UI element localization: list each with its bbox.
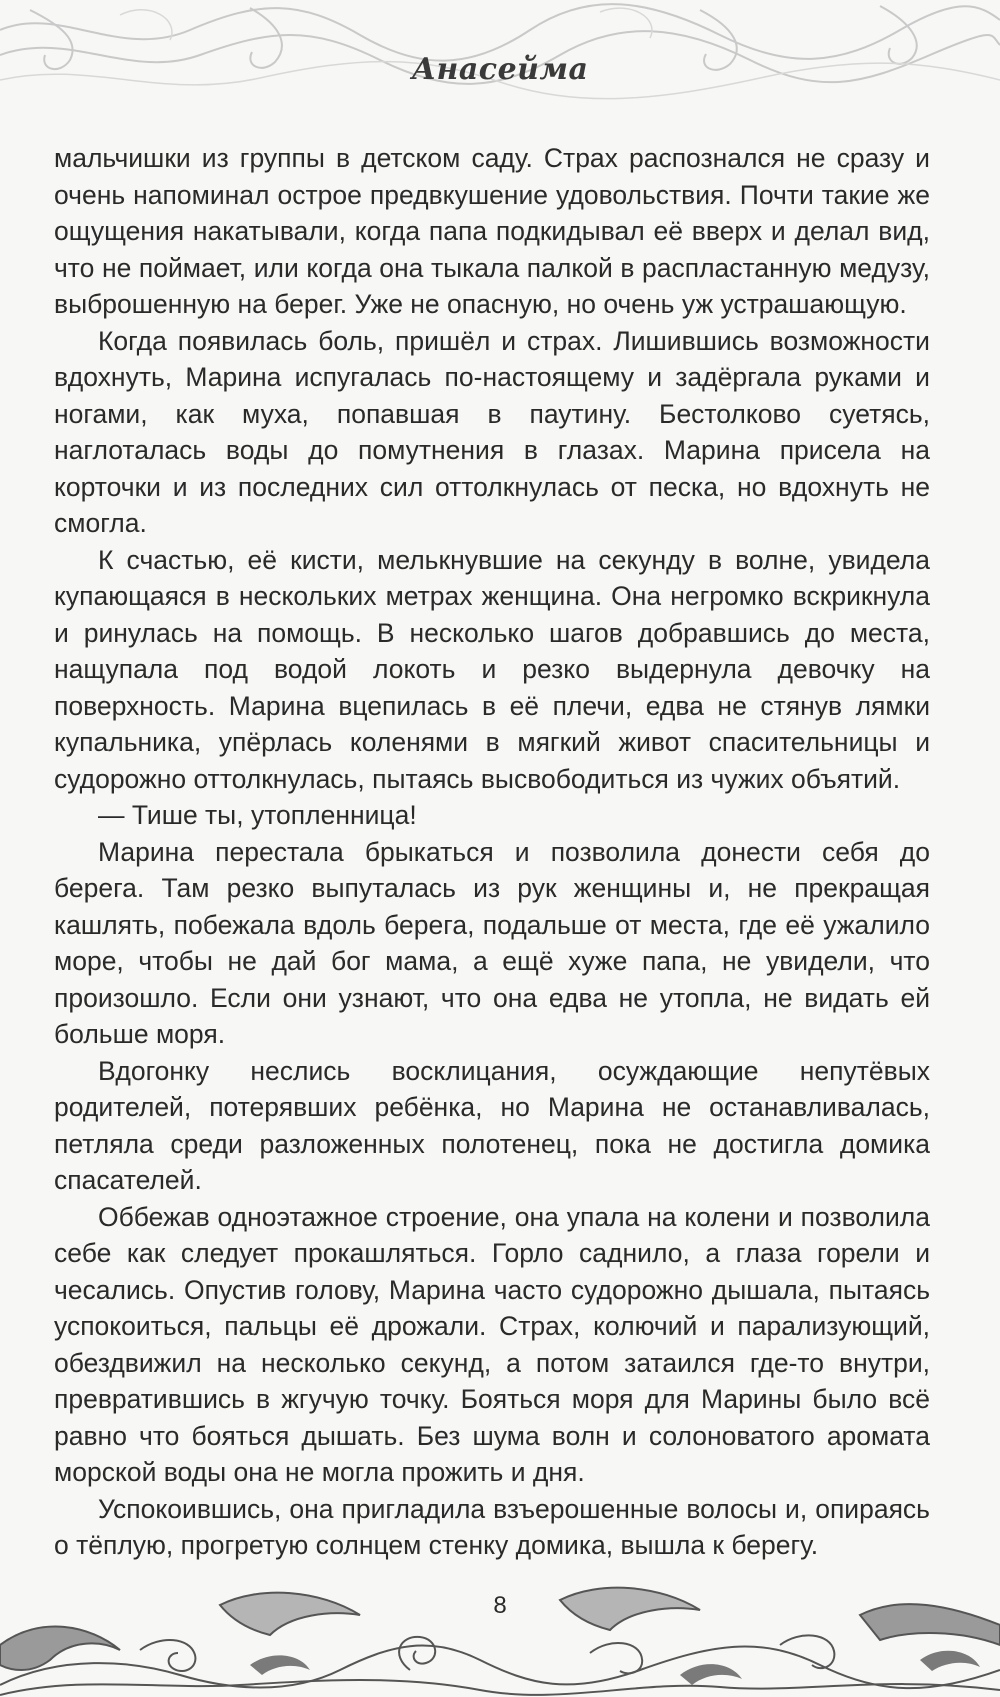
- page-body-text: [54, 140, 930, 1564]
- dialogue-line: — Тише ты, утопленница!: [98, 800, 417, 830]
- paragraph: мальчишки из группы в детском саду. Страх распознался не сразу и очень напоминал острое предвкушение удовольствия. Почти такие же ощущения накатывали, когда папа подкидывал её вверх и делал вид, что не поймает, или когда она тыкала палкой в распластанную медузу, выброшенную на берег. Уже не опасную, но очень уж устрашающую.: [54, 143, 930, 319]
- running-title: Анасейма: [411, 52, 589, 87]
- paragraph: Марина перестала брыкаться и позволила донести себя до берега. Там резко выпуталась из рук женщины и, не прекращая кашлять, побежала вдоль берега, подальше от места, где её ужалило море, чтобы не дай бог мама, а ещё хуже папа, не увидели, что произошло. Если они узнают, что она едва не утопла, не видать ей больше моря.: [54, 836, 930, 1049]
- paragraph: К счастью, её кисти, мелькнувшие на секунду в волне, увидела купающаяся в нескольких метрах женщина. Она негромко вскрикнула и ринулась на помощь. В несколько шагов добравшись до места, нащупала под водой локоть и резко выдернула девочку на поверхность. Марина вцепилась в её плечи, едва не стянув лямки купальника, упёрлась коленями в мягкий живот спасительницы и судорожно оттолкнулась, пытаясь высвободиться из чужих объятий.: [54, 544, 930, 794]
- page-number: 8: [493, 1592, 507, 1619]
- paragraph: Оббежав одноэтажное строение, она упала на колени и позволила себе как следует прокашляться. Горло саднило, а глаза горели и чесались. Опустив голову, Марина часто судорожно дышала, пытаясь успокоиться, пальцы её дрожали. Страх, колючий и парализующий, обездвижил на несколько секунд, а потом затаился где-то внутри, превратившись в жгучую точку. Бояться моря для Марины было всё равно что бояться дышать. Без шума волн и солоноватого аромата морской воды она не могла прожить и дня.: [54, 1201, 930, 1487]
- paragraph: Вдогонку неслись восклицания, осуждающие непутёвых родителей, потерявших ребёнка, но Марина не останавливалась, петляла среди разложенных полотенец, пока не достигла домика спасателей.: [54, 1055, 930, 1195]
- paragraph: Успокоившись, она пригладила взъерошенные волосы и, опираясь о тёплую, прогретую солнцем стенку домика, вышла к берегу.: [54, 1493, 930, 1560]
- paragraph: Когда появилась боль, пришёл и страх. Лишившись возможности вдохнуть, Марина испугалась по-настоящему и задёргала руками и ногами, как муха, попавшая в паутину. Бестолково суетясь, наглоталась воды до помутнения в глазах. Марина присела на корточки и из последних сил оттолкнулась от песка, но вдохнуть не смогла.: [54, 325, 930, 538]
